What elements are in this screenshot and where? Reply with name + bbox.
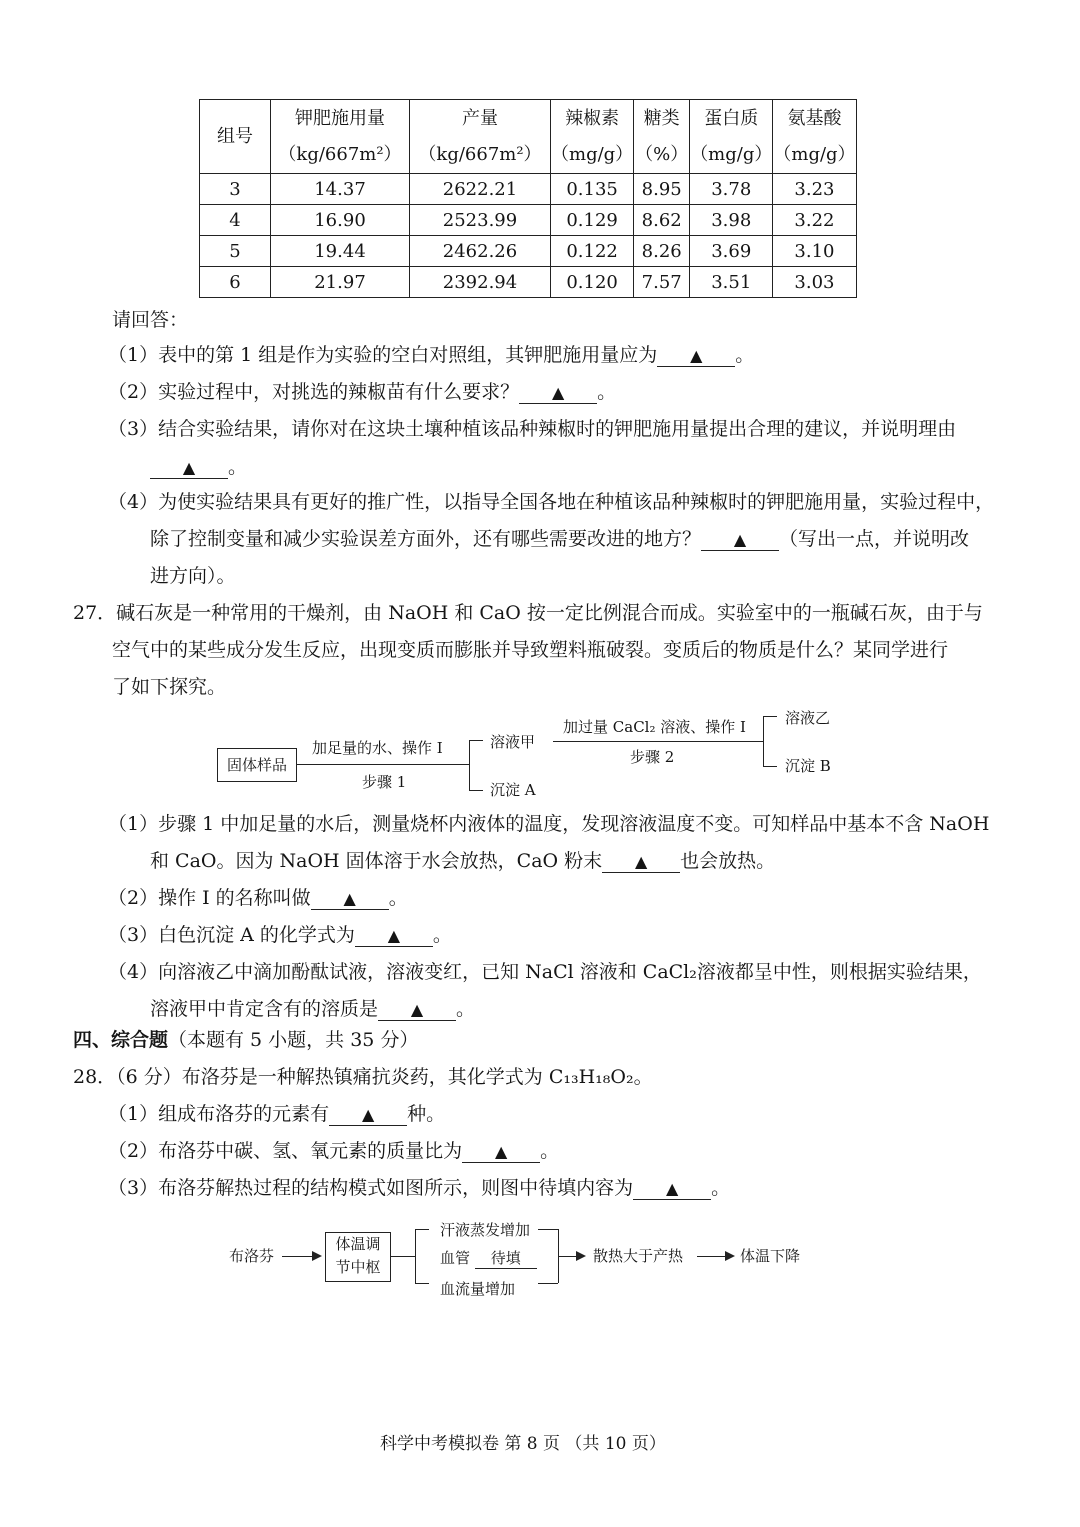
col-header-potash: 钾肥施用量 （kg/667m²）	[271, 100, 410, 174]
table-cell: 21.97	[271, 267, 410, 298]
table-row	[200, 174, 857, 205]
q26-part3: （3）结合实验结果，请你对在这块土壤种植该品种辣椒时的钾肥施用量提出合理的建议，并说明理由	[108, 418, 957, 440]
answer-blank[interactable]	[311, 888, 389, 910]
table-row	[200, 236, 857, 267]
q28-part3: （3）布洛芬解热过程的结构模式如图所示，则图中待填内容为 ▲ 。	[108, 1177, 731, 1199]
flow-line	[297, 764, 469, 765]
table-cell: 14.37	[271, 174, 410, 205]
triangle-icon: ▲	[182, 458, 196, 477]
table-cell: 16.90	[271, 205, 410, 236]
flow-step2-label: 加过量 CaCl₂ 溶液、操作 I	[563, 718, 746, 736]
flow-solution-jia: 溶液甲	[490, 733, 536, 751]
col-header-sugar: 糖类 （%）	[634, 100, 690, 174]
flow-line	[282, 1256, 314, 1257]
flow-line	[415, 1229, 429, 1230]
triangle-icon: ▲	[387, 926, 401, 945]
table-cell: 8.62	[634, 205, 690, 236]
col-header-capsaicin: 辣椒素 （mg/g）	[551, 100, 634, 174]
q26-part3-cont: ▲ 。	[150, 455, 247, 479]
flow-line	[763, 716, 777, 717]
answer-blank[interactable]	[378, 999, 456, 1021]
triangle-icon: ▲	[494, 1142, 508, 1161]
table-cell: 3.22	[773, 205, 856, 236]
q26-part1: （1）表中的第 1 组是作为实验的空白对照组，其钾肥施用量应为 ▲ 。	[108, 344, 755, 366]
table-cell: 2392.94	[410, 267, 551, 298]
triangle-icon: ▲	[690, 346, 703, 365]
flow-line	[553, 741, 763, 742]
triangle-icon: ▲	[635, 852, 648, 871]
q26-part4: （4）为使实验结果具有更好的推广性，以指导全国各地在种植该品种辣椒时的钾肥施用量，实验过程中，	[108, 491, 995, 513]
table-cell: 6	[200, 267, 271, 298]
answer-blank[interactable]	[602, 851, 680, 873]
table-cell: 0.120	[551, 267, 634, 298]
q27-part3: （3）白色沉淀 A 的化学式为 ▲ 。	[108, 924, 452, 946]
col-header-amino: 氨基酸 （mg/g）	[773, 100, 856, 174]
answer-blank[interactable]	[657, 345, 735, 367]
table-cell: 3.03	[773, 267, 856, 298]
q28-stem: 28．（6 分）布洛芬是一种解热镇痛抗炎药，其化学式为 C₁₃H₁₈O₂。	[73, 1066, 653, 1088]
table-cell: 5	[200, 236, 271, 267]
triangle-icon: ▲	[733, 530, 747, 549]
arrow-right-icon	[576, 1251, 586, 1261]
table-cell: 7.57	[634, 267, 690, 298]
q27-stem-line1: 27．碱石灰是一种常用的干燥剂，由 NaOH 和 CaO 按一定比例混合而成。实验室中的一瓶碱石灰，由于与	[73, 602, 983, 624]
q27-stem-line2: 空气中的某些成分发生反应，出现变质而膨胀并导致塑料瓶破裂。变质后的物质是什么？某同学进行	[112, 639, 949, 661]
flow-bracket	[469, 740, 470, 790]
triangle-icon: ▲	[343, 889, 356, 908]
answer-blank[interactable]	[150, 457, 228, 479]
answer-blank[interactable]	[633, 1178, 711, 1200]
table-cell: 19.44	[271, 236, 410, 267]
col-header-protein: 蛋白质 （mg/g）	[690, 100, 773, 174]
flow-solution-yi: 溶液乙	[785, 709, 831, 727]
table-row	[200, 205, 857, 236]
table-cell: 0.129	[551, 205, 634, 236]
flow-bracket	[415, 1229, 416, 1283]
flow-branch-bloodflow: 血流量增加	[440, 1280, 516, 1298]
q27-stem-line3: 了如下探究。	[112, 676, 227, 698]
col-header-yield: 产量 （kg/667m²）	[410, 100, 551, 174]
to-fill-blank[interactable]: 待填	[475, 1247, 537, 1269]
flow-result: 散热大于产热	[593, 1247, 684, 1265]
flow-branch-vessel: 血管 待填	[440, 1247, 537, 1269]
flow-precipitate-b: 沉淀 B	[785, 757, 831, 775]
q27-part1: （1）步骤 1 中加足量的水后，测量烧杯内液体的温度，发现溶液温度不变。可知样品中基本不含 NaOH	[108, 813, 990, 835]
triangle-icon: ▲	[410, 1000, 424, 1019]
table-cell: 2523.99	[410, 205, 551, 236]
flow-line	[391, 1256, 415, 1257]
table-cell: 0.135	[551, 174, 634, 205]
answer-blank[interactable]	[701, 529, 779, 551]
table-cell: 3.78	[690, 174, 773, 205]
flow-precipitate-a: 沉淀 A	[490, 781, 536, 799]
q26-part4-end: 进方向）。	[150, 565, 236, 587]
data-table	[199, 99, 857, 298]
flow-step1-label: 加足量的水、操作 I	[312, 739, 443, 757]
answer-blank[interactable]	[519, 382, 597, 404]
answer-blank[interactable]	[462, 1141, 540, 1163]
flow-line	[558, 1256, 578, 1257]
q26-part2: （2）实验过程中，对挑选的辣椒苗有什么要求？ ▲ 。	[108, 381, 617, 403]
q26-intro: 请回答：	[112, 309, 189, 331]
triangle-icon: ▲	[665, 1179, 679, 1198]
q28-part1: （1）组成布洛芬的元素有 ▲ 种。	[108, 1103, 446, 1125]
flow-step1-name: 步骤 1	[362, 773, 407, 791]
q27-part2: （2）操作 I 的名称叫做 ▲ 。	[108, 887, 408, 909]
arrow-right-icon	[725, 1251, 735, 1261]
table-cell: 3.98	[690, 205, 773, 236]
flow-step2-name: 步骤 2	[630, 748, 675, 766]
flow-line	[538, 1229, 558, 1230]
q27-part4-cont: 溶液甲中肯定含有的溶质是 ▲ 。	[150, 998, 476, 1020]
q27-part1-cont: 和 CaO。因为 NaOH 固体溶于水会放热，CaO 粉末 ▲ 也会放热。	[150, 850, 776, 872]
table-cell: 8.95	[634, 174, 690, 205]
q28-part2: （2）布洛芬中碳、氢、氧元素的质量比为 ▲ 。	[108, 1140, 560, 1162]
flow-line	[415, 1283, 429, 1284]
q27-part4: （4）向溶液乙中滴加酚酞试液，溶液变红，已知 NaCl 溶液和 CaCl₂溶液都呈中性，则根据实验结果，	[108, 961, 982, 983]
answer-blank[interactable]	[329, 1104, 407, 1126]
flow-final: 体温下降	[740, 1247, 801, 1265]
table-cell: 3.51	[690, 267, 773, 298]
flow-line	[763, 766, 777, 767]
q26-part4-cont: 除了控制变量和减少实验误差方面外，还有哪些需要改进的地方？ ▲ （写出一点，并说明改	[150, 528, 970, 550]
flow-branch-sweat: 汗液蒸发增加	[440, 1221, 531, 1239]
flow-line	[538, 1283, 558, 1284]
arrow-right-icon	[312, 1251, 322, 1261]
answer-blank[interactable]	[355, 925, 433, 947]
table-cell: 2622.21	[410, 174, 551, 205]
triangle-icon: ▲	[551, 383, 565, 402]
flow-box-thermo-center: 体温调 节中枢	[325, 1232, 391, 1282]
flow-box-solid-sample: 固体样品	[217, 748, 297, 782]
table-cell: 3.10	[773, 236, 856, 267]
flow-bracket	[763, 716, 764, 766]
table-cell: 3.23	[773, 174, 856, 205]
table-header-row	[200, 100, 857, 174]
table-cell: 2462.26	[410, 236, 551, 267]
col-header-group: 组号	[200, 100, 271, 174]
flow-line	[469, 790, 483, 791]
table-cell: 8.26	[634, 236, 690, 267]
flow-ibuprofen: 布洛芬	[229, 1247, 275, 1265]
table-row	[200, 267, 857, 298]
table-cell: 3.69	[690, 236, 773, 267]
triangle-icon: ▲	[361, 1105, 375, 1124]
table-cell: 0.122	[551, 236, 634, 267]
table-cell: 3	[200, 174, 271, 205]
page-footer: 科学中考模拟卷 第 8 页 （共 10 页）	[380, 1434, 666, 1454]
table-cell: 4	[200, 205, 271, 236]
flow-line	[697, 1256, 727, 1257]
section-heading: 四、综合题（本题有 5 小题，共 35 分）	[73, 1029, 419, 1051]
flow-line	[469, 740, 483, 741]
